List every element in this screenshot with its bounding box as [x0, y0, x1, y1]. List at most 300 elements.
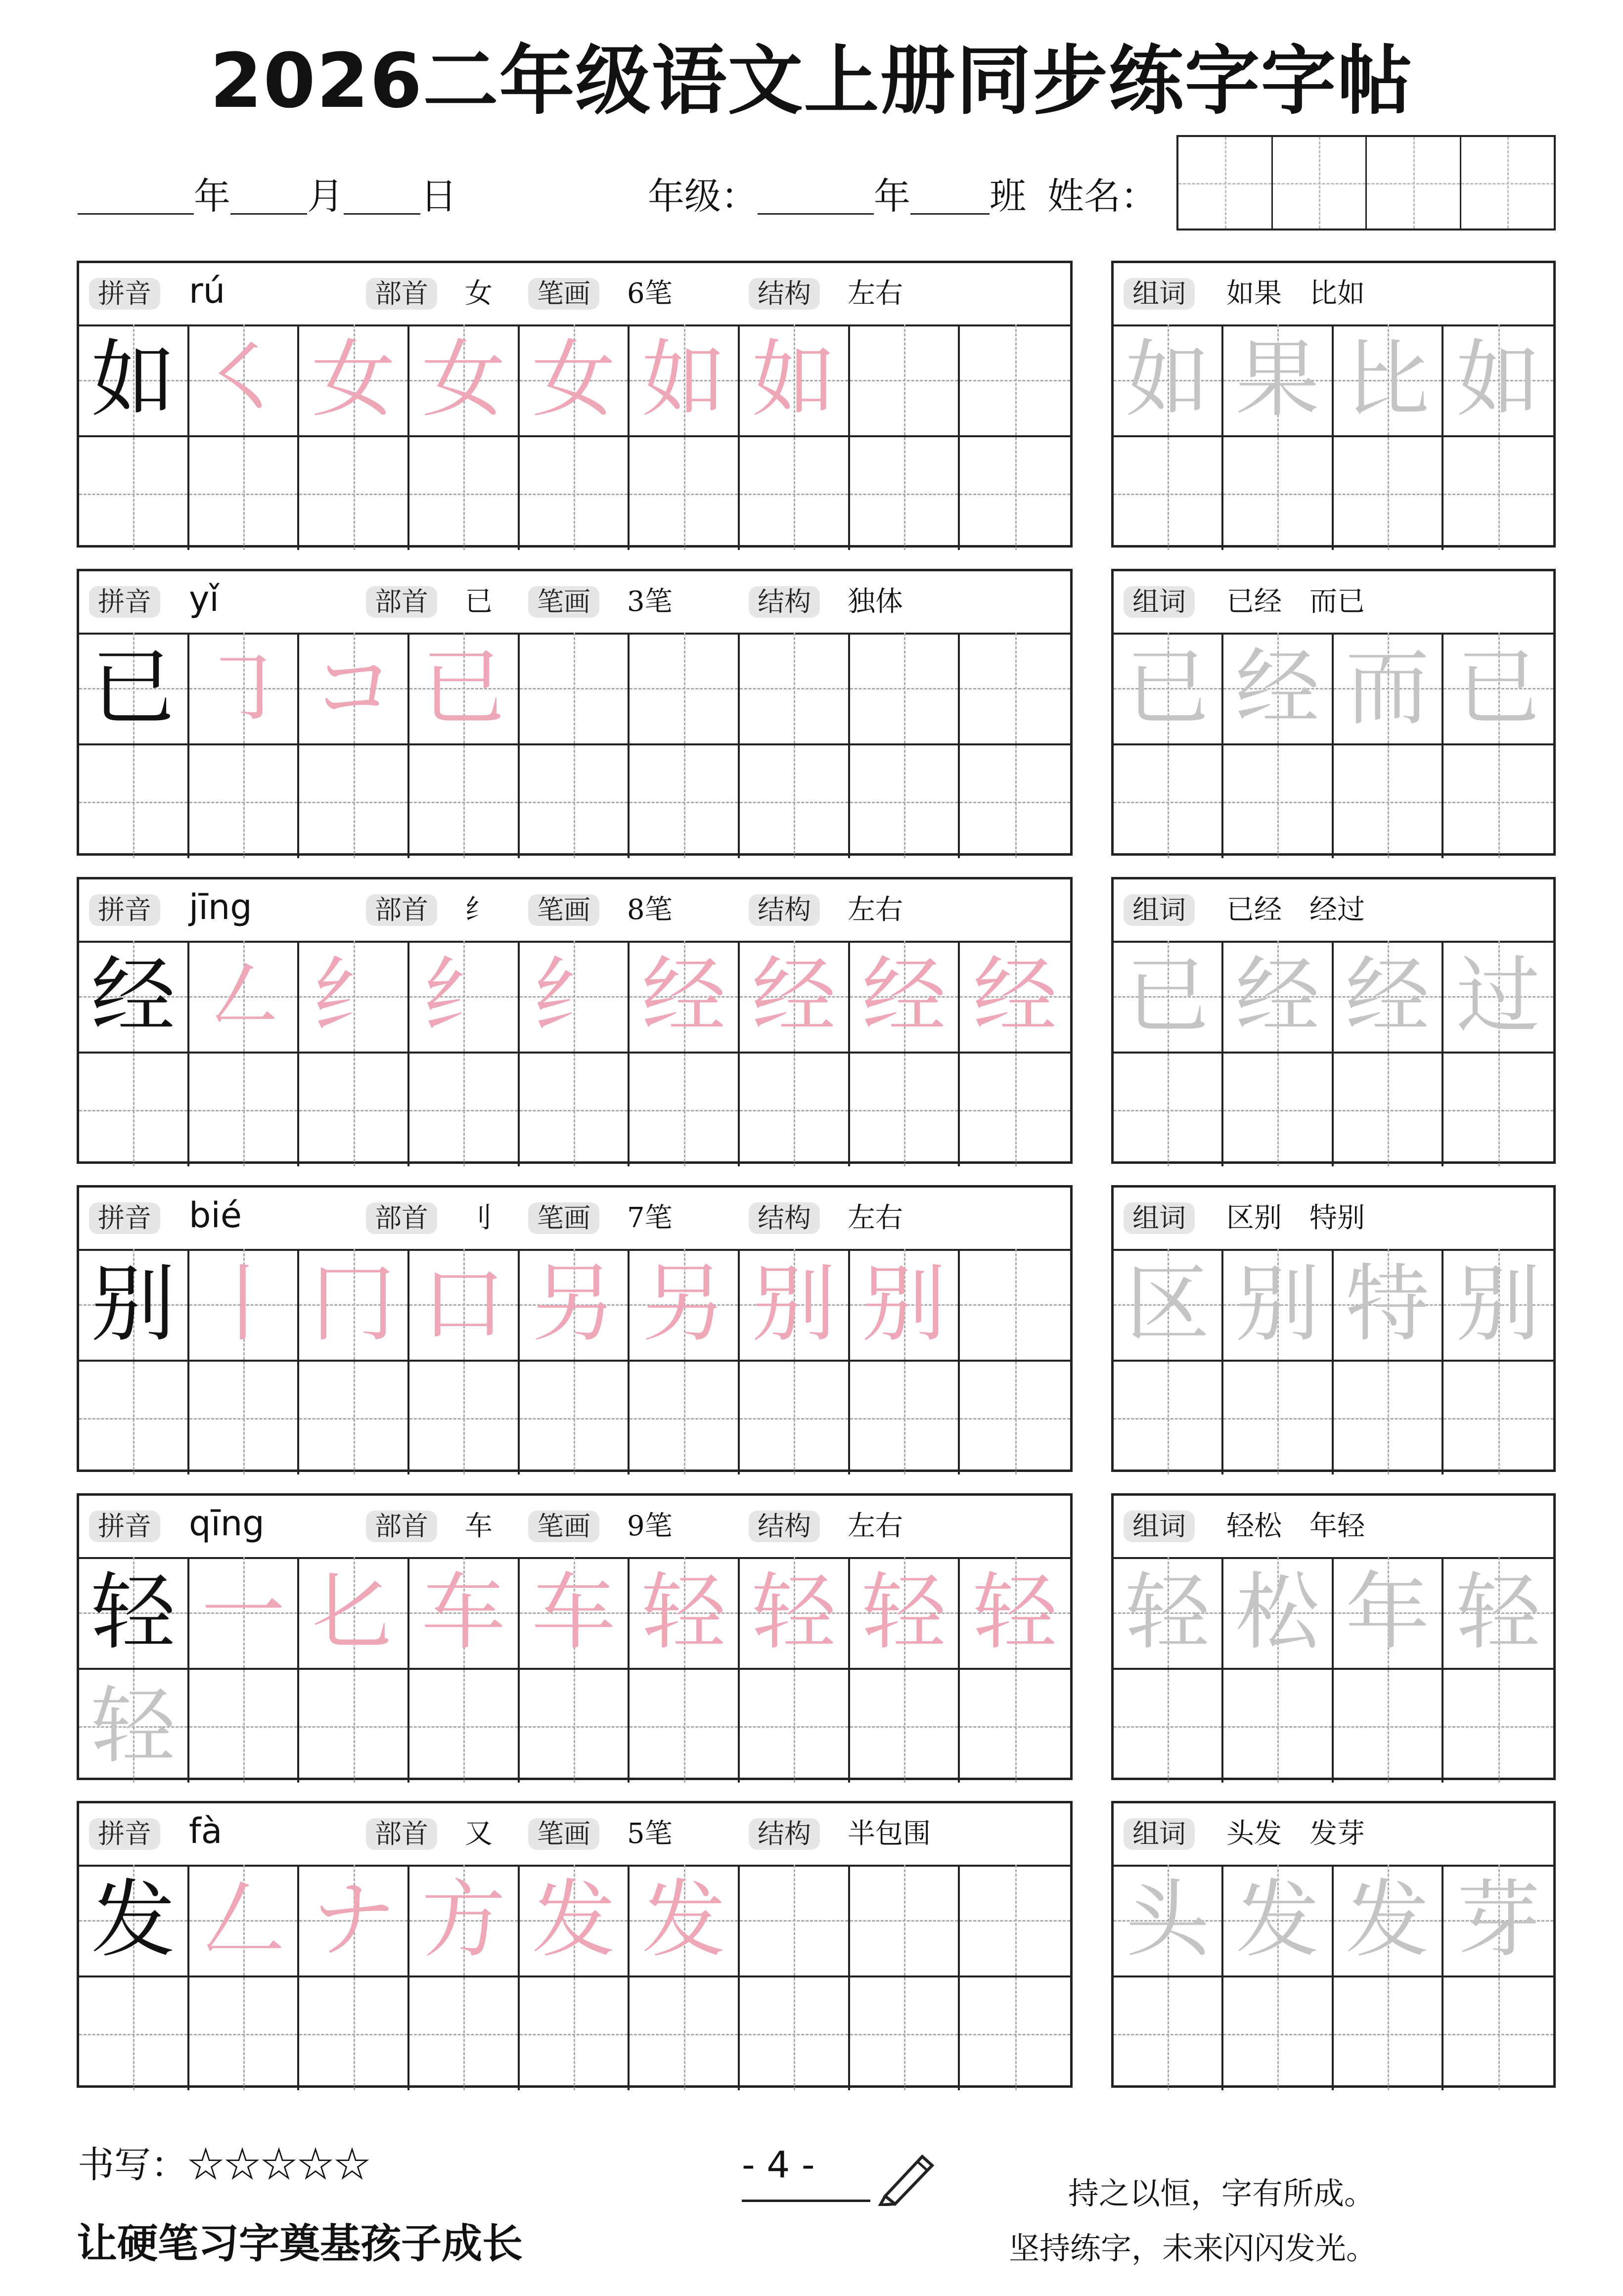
class-label: 班 [990, 175, 1026, 218]
word-trace-character: 如 [1126, 331, 1210, 429]
grid-cell[interactable] [1443, 324, 1553, 437]
word-trace-character: 区 [1126, 1255, 1210, 1353]
pinyin-label: 拼音 [89, 1511, 160, 1542]
grid-cell[interactable] [189, 941, 300, 1054]
grid-cell[interactable] [850, 1557, 960, 1670]
model-character: 别 [91, 1255, 176, 1353]
stroke-order-step: 轻 [861, 1563, 946, 1661]
stroke-order-step: 女 [311, 331, 396, 429]
grid-cell[interactable] [79, 437, 189, 550]
page-underline [742, 2200, 870, 2202]
words-value: 如果 比如 [1226, 277, 1365, 310]
grid-cell[interactable] [740, 745, 850, 858]
words-value: 已经 经过 [1226, 894, 1365, 926]
grid-cell[interactable] [960, 324, 1070, 437]
grid-cell[interactable] [1334, 437, 1443, 550]
page-number: - 4 - [742, 2144, 815, 2186]
name-cell[interactable] [1273, 137, 1367, 229]
grid-cell[interactable] [630, 941, 740, 1054]
stroke-order-step: 发 [641, 1871, 726, 1969]
stroke-order-step: 发 [531, 1871, 616, 1969]
grid-cell[interactable] [1334, 633, 1443, 745]
grid-cell[interactable] [960, 1054, 1070, 1166]
char-practice-block [77, 877, 1073, 1164]
grid-cell[interactable] [1443, 1865, 1553, 1977]
word-grid [1114, 324, 1553, 545]
grid-cell[interactable] [850, 1249, 960, 1362]
structure-label: 结构 [749, 1202, 820, 1234]
pinyin-label: 拼音 [89, 894, 160, 926]
strokes-label: 笔画 [528, 1511, 599, 1542]
grid-cell[interactable] [740, 1054, 850, 1166]
grid-cell[interactable] [1443, 745, 1553, 858]
class-blank[interactable] [910, 184, 990, 215]
grid-cell[interactable] [850, 437, 960, 550]
grid-cell[interactable] [1114, 324, 1223, 437]
grid-cell[interactable] [740, 1557, 850, 1670]
stroke-order-step: 经 [861, 947, 946, 1045]
word-trace-character: 如 [1456, 331, 1540, 429]
grid-cell[interactable] [299, 1054, 409, 1166]
strokes-value: 7笔 [627, 1202, 673, 1234]
grid-cell[interactable] [409, 1362, 520, 1474]
pinyin-value: qīng [189, 1503, 265, 1544]
stroke-order-step: 轻 [752, 1563, 836, 1661]
grid-cell[interactable] [299, 1362, 409, 1474]
grid-cell[interactable] [1443, 633, 1553, 745]
grid-cell[interactable] [630, 1557, 740, 1670]
structure-value: 半包围 [848, 1818, 931, 1850]
writing-grid [79, 941, 1070, 1161]
grid-cell[interactable] [1223, 633, 1333, 745]
word-trace-character: 别 [1235, 1255, 1320, 1353]
grid-cell[interactable] [740, 1977, 850, 2090]
day-blank[interactable] [344, 184, 420, 215]
grid-cell[interactable] [740, 1362, 850, 1474]
grid-cell[interactable] [1443, 941, 1553, 1054]
grid-cell[interactable] [1334, 324, 1443, 437]
grid-cell[interactable] [189, 324, 300, 437]
words-value: 已经 而已 [1226, 586, 1365, 618]
grid-cell[interactable] [630, 437, 740, 550]
stroke-order-step: 车 [531, 1563, 616, 1661]
char-info-bar [79, 879, 1070, 943]
structure-label: 结构 [749, 278, 820, 310]
grid-cell[interactable] [1114, 745, 1223, 858]
grid-cell[interactable] [79, 1362, 189, 1474]
grid-cell[interactable] [960, 1249, 1070, 1362]
grid-cell[interactable] [79, 1865, 189, 1977]
name-cell[interactable] [1461, 137, 1554, 229]
grid-cell[interactable] [1223, 1670, 1333, 1783]
words-label: 组词 [1124, 278, 1195, 310]
structure-label: 结构 [749, 586, 820, 618]
grid-cell[interactable] [850, 324, 960, 437]
grid-cell[interactable] [189, 437, 300, 550]
grid-cell[interactable] [1223, 1977, 1333, 2090]
grid-cell[interactable] [189, 1865, 300, 1977]
word-grid [1114, 941, 1553, 1161]
strokes-label: 笔画 [528, 894, 599, 926]
writing-grid [79, 1557, 1070, 1778]
word-trace-character: 已 [1456, 639, 1540, 737]
word-trace-character: 过 [1456, 947, 1540, 1045]
words-value: 区别 特别 [1226, 1202, 1365, 1234]
words-value: 轻松 年轻 [1226, 1510, 1365, 1542]
word-trace-character: 头 [1126, 1871, 1210, 1969]
stroke-order-step: 轻 [641, 1563, 726, 1661]
grid-cell[interactable] [630, 1865, 740, 1977]
grid-cell[interactable] [520, 324, 630, 437]
grid-cell[interactable] [189, 1362, 300, 1474]
stroke-order-step: 已 [421, 639, 506, 737]
word-practice-block [1111, 877, 1556, 1164]
grid-cell[interactable] [409, 324, 520, 437]
radical-label: 部首 [366, 586, 437, 618]
grid-cell[interactable] [520, 941, 630, 1054]
grid-cell[interactable] [79, 1249, 189, 1362]
grid-cell[interactable] [79, 1670, 189, 1783]
words-label: 组词 [1124, 586, 1195, 618]
grid-cell[interactable] [79, 1977, 189, 2090]
grid-cell[interactable] [960, 1557, 1070, 1670]
grid-cell[interactable] [1334, 745, 1443, 858]
writing-grid [79, 1249, 1070, 1469]
radical-label: 部首 [366, 278, 437, 310]
word-trace-character: 经 [1345, 947, 1430, 1045]
grid-cell[interactable] [740, 633, 850, 745]
grid-cell[interactable] [1223, 1054, 1333, 1166]
pinyin-value: bié [189, 1195, 242, 1236]
grid-cell[interactable] [960, 437, 1070, 550]
stroke-order-step: 女 [421, 331, 506, 429]
stroke-order-step: 一 [201, 1563, 285, 1661]
grid-cell[interactable] [520, 1362, 630, 1474]
words-label: 组词 [1124, 1818, 1195, 1850]
word-practice-block [1111, 261, 1556, 548]
grid-cell[interactable] [1334, 1865, 1443, 1977]
pen-icon [875, 2147, 940, 2206]
grid-cell[interactable] [409, 633, 520, 745]
grid-cell[interactable] [189, 1670, 300, 1783]
grid-cell[interactable] [1443, 1249, 1553, 1362]
word-info-bar [1114, 1803, 1553, 1867]
stroke-order-step: 𠤎 [311, 1563, 396, 1661]
year-blank[interactable] [78, 184, 194, 215]
word-practice-block [1111, 1493, 1556, 1780]
grid-cell[interactable] [189, 745, 300, 858]
grid-cell[interactable] [1334, 1670, 1443, 1783]
date-line [78, 175, 457, 218]
stroke-order-step: 经 [641, 947, 726, 1045]
strokes-value: 8笔 [627, 894, 673, 926]
grid-cell[interactable] [1223, 1557, 1333, 1670]
grid-cell[interactable] [79, 941, 189, 1054]
word-trace-character: 比 [1345, 331, 1430, 429]
grid-cell[interactable] [79, 1054, 189, 1166]
grid-cell[interactable] [850, 633, 960, 745]
grid-cell[interactable] [1114, 633, 1223, 745]
grid-cell[interactable] [1223, 941, 1333, 1054]
grid-cell[interactable] [1443, 1670, 1553, 1783]
grid-cell[interactable] [630, 324, 740, 437]
char-info-bar [79, 263, 1070, 326]
grid-cell[interactable] [1443, 437, 1553, 550]
grid-cell[interactable] [1334, 1249, 1443, 1362]
grid-cell[interactable] [740, 324, 850, 437]
grid-cell[interactable] [1443, 1557, 1553, 1670]
grid-cell[interactable] [520, 1977, 630, 2090]
grade-line [648, 175, 1026, 218]
grid-cell[interactable] [630, 1670, 740, 1783]
grid-cell[interactable] [1114, 1054, 1223, 1166]
pinyin-value: fà [189, 1811, 223, 1851]
word-practice-block [1111, 1801, 1556, 2088]
radical-label: 部首 [366, 894, 437, 926]
stroke-order-step: コ [311, 639, 396, 737]
words-label: 组词 [1124, 1202, 1195, 1234]
grid-cell[interactable] [740, 941, 850, 1054]
grid-cell[interactable] [189, 1977, 300, 2090]
grid-cell[interactable] [409, 1054, 520, 1166]
grid-cell[interactable] [79, 633, 189, 745]
grid-cell[interactable] [1443, 1977, 1553, 2090]
grid-cell[interactable] [189, 1054, 300, 1166]
radical-value: 车 [465, 1510, 493, 1542]
grid-cell[interactable] [1223, 324, 1333, 437]
grid-cell[interactable] [299, 437, 409, 550]
stroke-order-step: 另 [641, 1255, 726, 1353]
word-trace-character: 芽 [1456, 1871, 1540, 1969]
stroke-order-step: 另 [531, 1255, 616, 1353]
radical-label: 部首 [366, 1202, 437, 1234]
grid-cell[interactable] [520, 1054, 630, 1166]
word-trace-character: 松 [1235, 1563, 1320, 1661]
grid-cell[interactable] [960, 941, 1070, 1054]
word-grid [1114, 1249, 1553, 1469]
grid-cell[interactable] [299, 1249, 409, 1362]
grid-cell[interactable] [630, 1977, 740, 2090]
grid-cell[interactable] [740, 1670, 850, 1783]
stroke-order-step: ㇛ [201, 331, 285, 429]
word-trace-character: 别 [1456, 1255, 1540, 1353]
rating: 书写：☆☆☆☆☆ [78, 2144, 370, 2186]
grid-cell[interactable] [1114, 1865, 1223, 1977]
grid-cell[interactable] [1334, 941, 1443, 1054]
name-grid[interactable] [1176, 135, 1556, 230]
name-cell[interactable] [1367, 137, 1461, 229]
word-trace-character: 年 [1345, 1563, 1430, 1661]
grid-cell[interactable] [1114, 1557, 1223, 1670]
model-character: 轻 [91, 1563, 176, 1661]
grid-cell[interactable] [1334, 1054, 1443, 1166]
grid-cell[interactable] [520, 633, 630, 745]
word-practice-block [1111, 1185, 1556, 1472]
grid-cell[interactable] [299, 324, 409, 437]
stroke-order-step: 女 [531, 331, 616, 429]
grid-cell[interactable] [850, 1977, 960, 2090]
grid-cell[interactable] [409, 437, 520, 550]
grid-cell[interactable] [1114, 941, 1223, 1054]
grid-cell[interactable] [850, 745, 960, 858]
word-trace-character: 果 [1235, 331, 1320, 429]
structure-value: 独体 [848, 586, 903, 618]
grid-cell[interactable] [630, 633, 740, 745]
radical-value: 又 [465, 1818, 493, 1850]
stroke-order-step: 丨 [201, 1255, 285, 1353]
grid-cell[interactable] [1223, 745, 1333, 858]
pinyin-label: 拼音 [89, 586, 160, 618]
page-title: 2026二年级语文上册同步练字字帖 [210, 37, 1413, 125]
grid-cell[interactable] [850, 1054, 960, 1166]
word-info-bar [1114, 263, 1553, 326]
grid-cell[interactable] [630, 745, 740, 858]
words-label: 组词 [1124, 894, 1195, 926]
grid-cell[interactable] [299, 1977, 409, 2090]
stroke-order-step: ㇜ [201, 947, 285, 1045]
grid-cell[interactable] [960, 1865, 1070, 1977]
month-label: 月 [307, 175, 344, 218]
pinyin-value: rú [189, 271, 225, 311]
grid-cell[interactable] [189, 633, 300, 745]
word-info-bar [1114, 1188, 1553, 1251]
word-trace-character: 发 [1345, 1871, 1430, 1969]
grid-cell[interactable] [409, 1865, 520, 1977]
year-label: 年 [194, 175, 230, 218]
grid-cell[interactable] [299, 941, 409, 1054]
grid-cell[interactable] [960, 1977, 1070, 2090]
model-character: 发 [91, 1871, 176, 1969]
grid-cell[interactable] [520, 1865, 630, 1977]
word-trace-character: 已 [1126, 639, 1210, 737]
grid-cell[interactable] [409, 1670, 520, 1783]
stroke-order-step: 经 [752, 947, 836, 1045]
grid-cell[interactable] [520, 1670, 630, 1783]
grade-label: 年级： [648, 175, 758, 218]
word-trace-character: 经 [1235, 639, 1320, 737]
structure-value: 左右 [848, 277, 903, 310]
grid-cell[interactable] [630, 1362, 740, 1474]
grid-cell[interactable] [960, 745, 1070, 858]
stroke-order-step: 车 [421, 1563, 506, 1661]
grid-cell[interactable] [630, 1054, 740, 1166]
strokes-label: 笔画 [528, 278, 599, 310]
stroke-order-step: ㇆ [201, 639, 285, 737]
stroke-order-step: 冂 [311, 1255, 396, 1353]
grid-cell[interactable] [409, 941, 520, 1054]
grid-cell[interactable] [299, 745, 409, 858]
char-info-bar [79, 1803, 1070, 1867]
grid-cell[interactable] [850, 1362, 960, 1474]
grid-cell[interactable] [79, 1557, 189, 1670]
grid-cell[interactable] [960, 633, 1070, 745]
grid-cell[interactable] [960, 1362, 1070, 1474]
grid-cell[interactable] [1223, 1249, 1333, 1362]
grid-cell[interactable] [850, 1670, 960, 1783]
model-character: 经 [91, 947, 176, 1045]
grid-cell[interactable] [299, 1865, 409, 1977]
structure-label: 结构 [749, 1818, 820, 1850]
words-label: 组词 [1124, 1511, 1195, 1542]
grid-cell[interactable] [189, 1557, 300, 1670]
name-label: 姓名： [1047, 175, 1157, 218]
stroke-order-step: 别 [861, 1255, 946, 1353]
grid-cell[interactable] [520, 745, 630, 858]
grid-cell[interactable] [1114, 1362, 1223, 1474]
grid-cell[interactable] [850, 1865, 960, 1977]
grid-cell[interactable] [409, 1557, 520, 1670]
stroke-order-step: 纟 [531, 947, 616, 1045]
stroke-order-step: 方 [421, 1871, 506, 1969]
grid-cell[interactable] [1114, 1670, 1223, 1783]
model-character: 如 [91, 331, 176, 429]
grid-cell[interactable] [299, 1557, 409, 1670]
grid-cell[interactable] [520, 1249, 630, 1362]
day-label: 日 [420, 175, 457, 218]
grid-cell[interactable] [1334, 1362, 1443, 1474]
stroke-order-step: 口 [421, 1255, 506, 1353]
char-practice-block [77, 261, 1073, 548]
word-trace-character: 经 [1235, 947, 1320, 1045]
grid-cell[interactable] [1443, 1362, 1553, 1474]
radical-label: 部首 [366, 1818, 437, 1850]
grid-cell[interactable] [409, 1249, 520, 1362]
grid-cell[interactable] [79, 745, 189, 858]
writing-grid [79, 1865, 1070, 2085]
grid-cell[interactable] [1114, 437, 1223, 550]
month-blank[interactable] [230, 184, 307, 215]
grid-cell[interactable] [850, 941, 960, 1054]
writing-grid [79, 324, 1070, 545]
grid-cell[interactable] [520, 1557, 630, 1670]
word-info-bar [1114, 571, 1553, 635]
char-practice-block [77, 1493, 1073, 1780]
grid-cell[interactable] [740, 1249, 850, 1362]
grid-cell[interactable] [1223, 1362, 1333, 1474]
grid-cell[interactable] [960, 1670, 1070, 1783]
grid-cell[interactable] [299, 633, 409, 745]
name-cell[interactable] [1178, 137, 1273, 229]
grid-cell[interactable] [409, 745, 520, 858]
grade-blank[interactable] [758, 184, 874, 215]
stroke-order-step: 别 [752, 1255, 836, 1353]
grid-cell[interactable] [520, 437, 630, 550]
stroke-order-step: 经 [973, 947, 1057, 1045]
stroke-order-step: 纟 [311, 947, 396, 1045]
structure-value: 左右 [848, 1510, 903, 1542]
grid-cell[interactable] [1114, 1249, 1223, 1362]
grid-cell[interactable] [189, 1249, 300, 1362]
grid-cell[interactable] [740, 437, 850, 550]
grid-cell[interactable] [1334, 1557, 1443, 1670]
word-grid [1114, 1557, 1553, 1778]
grid-cell[interactable] [740, 1865, 850, 1977]
grid-cell[interactable] [630, 1249, 740, 1362]
pinyin-label: 拼音 [89, 1818, 160, 1850]
grid-cell[interactable] [1334, 1977, 1443, 2090]
grid-cell[interactable] [299, 1670, 409, 1783]
grid-cell[interactable] [79, 324, 189, 437]
grid-cell[interactable] [1223, 437, 1333, 550]
word-grid [1114, 1865, 1553, 2085]
grid-cell[interactable] [1223, 1865, 1333, 1977]
grid-cell[interactable] [409, 1977, 520, 2090]
grid-cell[interactable] [1114, 1977, 1223, 2090]
grid-cell[interactable] [1443, 1054, 1553, 1166]
strokes-value: 6笔 [627, 277, 673, 310]
pinyin-value: jīng [189, 887, 252, 927]
word-trace-character: 轻 [1456, 1563, 1540, 1661]
